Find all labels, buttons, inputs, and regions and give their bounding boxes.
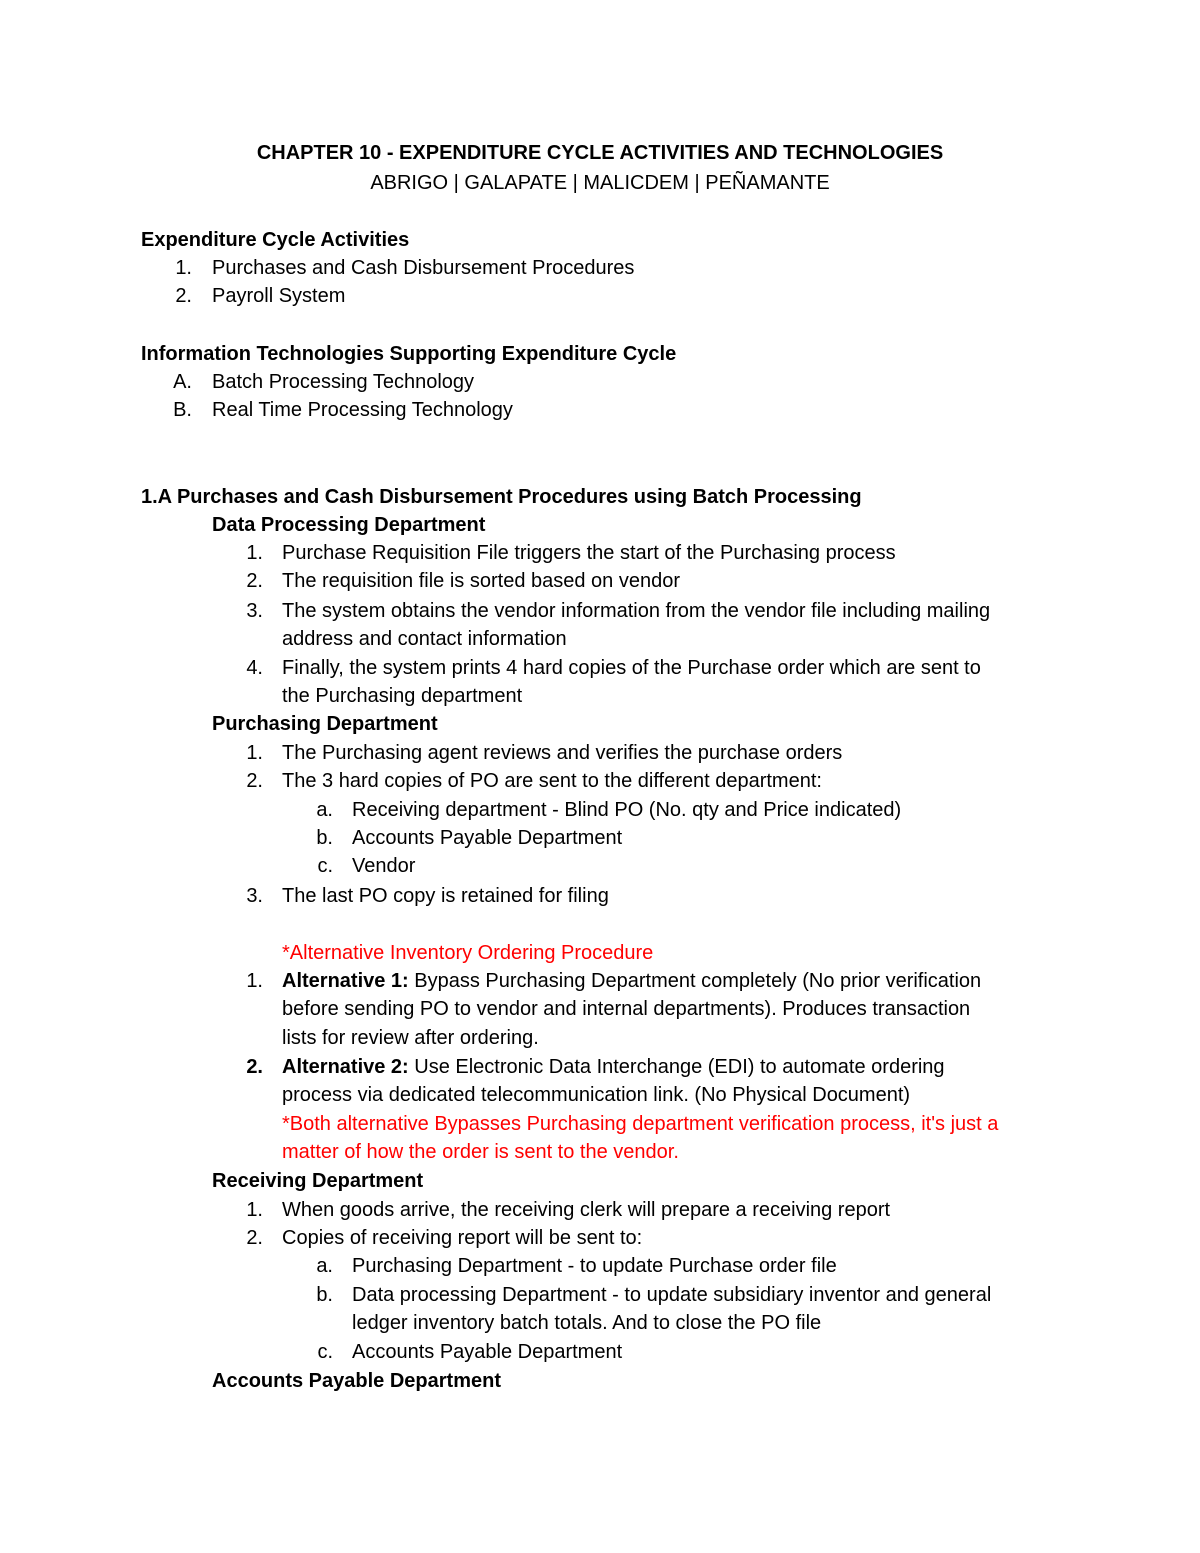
list-item: The last PO copy is retained for filing [282,885,609,907]
list-marker: 1. [246,1199,263,1221]
list-marker: 3. [246,885,263,907]
list-marker: 1. [246,970,263,992]
list-item-label: Alternative 2: [282,1056,409,1078]
list-item: The requisition file is sorted based on vendor [282,570,681,592]
list-marker: a. [316,1255,333,1277]
list-marker: 2. [246,1227,263,1249]
list-marker: b. [316,1284,333,1306]
list-item: Vendor [352,855,416,877]
subsection-heading: Accounts Payable Department [212,1370,501,1392]
list-item-continuation: the Purchasing department [282,685,523,707]
list-item: Data processing Department - to update subsidiary inventor and general [352,1284,992,1306]
document-authors: ABRIGO | GALAPATE | MALICDEM | PEÑAMANTE [370,172,830,194]
list-item: Purchases and Cash Disbursement Procedures [212,257,635,279]
list-marker: 2. [246,770,263,792]
document-title: CHAPTER 10 - EXPENDITURE CYCLE ACTIVITIES AND TECHNOLOGIES [256,142,944,164]
list-item: Accounts Payable Department [352,1341,623,1363]
list-item-text: Bypass Purchasing Department completely (No prior verification [408,970,982,992]
list-marker: 2. [246,1056,263,1078]
list-item [282,1054,945,1080]
list-item-continuation: address and contact information [282,628,567,650]
list-item-label: Alternative 1: [282,970,409,992]
list-item: Purchasing Department - to update Purchase order file [352,1255,837,1277]
list-item: Receiving department - Blind PO (No. qty and Price indicated) [352,799,902,821]
list-marker: b. [316,827,333,849]
list-item-text: Use Electronic Data Interchange (EDI) to automate ordering [408,1056,945,1078]
note-text: *Both alternative Bypasses Purchasing department verification process, it's just a [282,1113,999,1135]
list-item-continuation: process via dedicated telecommunication link. (No Physical Document) [282,1084,911,1106]
list-item: The Purchasing agent reviews and verifies the purchase orders [282,742,843,764]
list-marker: c. [317,1341,333,1363]
note-heading: *Alternative Inventory Ordering Procedure [282,942,654,964]
list-marker: a. [316,799,333,821]
list-marker: A. [173,371,192,393]
list-item-continuation: lists for review after ordering. [282,1027,539,1049]
list-item-continuation: before sending PO to vendor and internal departments). Produces transaction [282,998,971,1020]
section-heading: Information Technologies Supporting Expenditure Cycle [141,343,677,365]
note-text: matter of how the order is sent to the vendor. [282,1141,679,1163]
list-item: Real Time Processing Technology [212,399,513,421]
list-marker: 3. [246,600,263,622]
section-heading: 1.A Purchases and Cash Disbursement Procedures using Batch Processing [141,486,862,508]
list-item: When goods arrive, the receiving clerk will prepare a receiving report [282,1199,891,1221]
list-item: Finally, the system prints 4 hard copies of the Purchase order which are sent to [282,657,981,679]
list-marker: 1. [175,257,192,279]
list-marker: 4. [246,657,263,679]
list-marker: c. [317,855,333,877]
list-item: Payroll System [212,285,346,307]
list-item: Purchase Requisition File triggers the start of the Purchasing process [282,542,896,564]
subsection-heading: Purchasing Department [212,713,438,735]
list-item [282,968,981,994]
list-item-continuation: ledger inventory batch totals. And to close the PO file [352,1312,822,1334]
list-marker: 1. [246,542,263,564]
list-item: Accounts Payable Department [352,827,623,849]
list-marker: 2. [175,285,192,307]
list-marker: 1. [246,742,263,764]
subsection-heading: Data Processing Department [212,514,486,536]
list-item: Batch Processing Technology [212,371,475,393]
section-heading: Expenditure Cycle Activities [141,229,410,251]
subsection-heading: Receiving Department [212,1170,424,1192]
list-item: The 3 hard copies of PO are sent to the different department: [282,770,822,792]
list-item: Copies of receiving report will be sent to: [282,1227,643,1249]
list-item: The system obtains the vendor information from the vendor file including mailing [282,600,991,622]
list-marker: 2. [246,570,263,592]
list-marker: B. [173,399,192,421]
